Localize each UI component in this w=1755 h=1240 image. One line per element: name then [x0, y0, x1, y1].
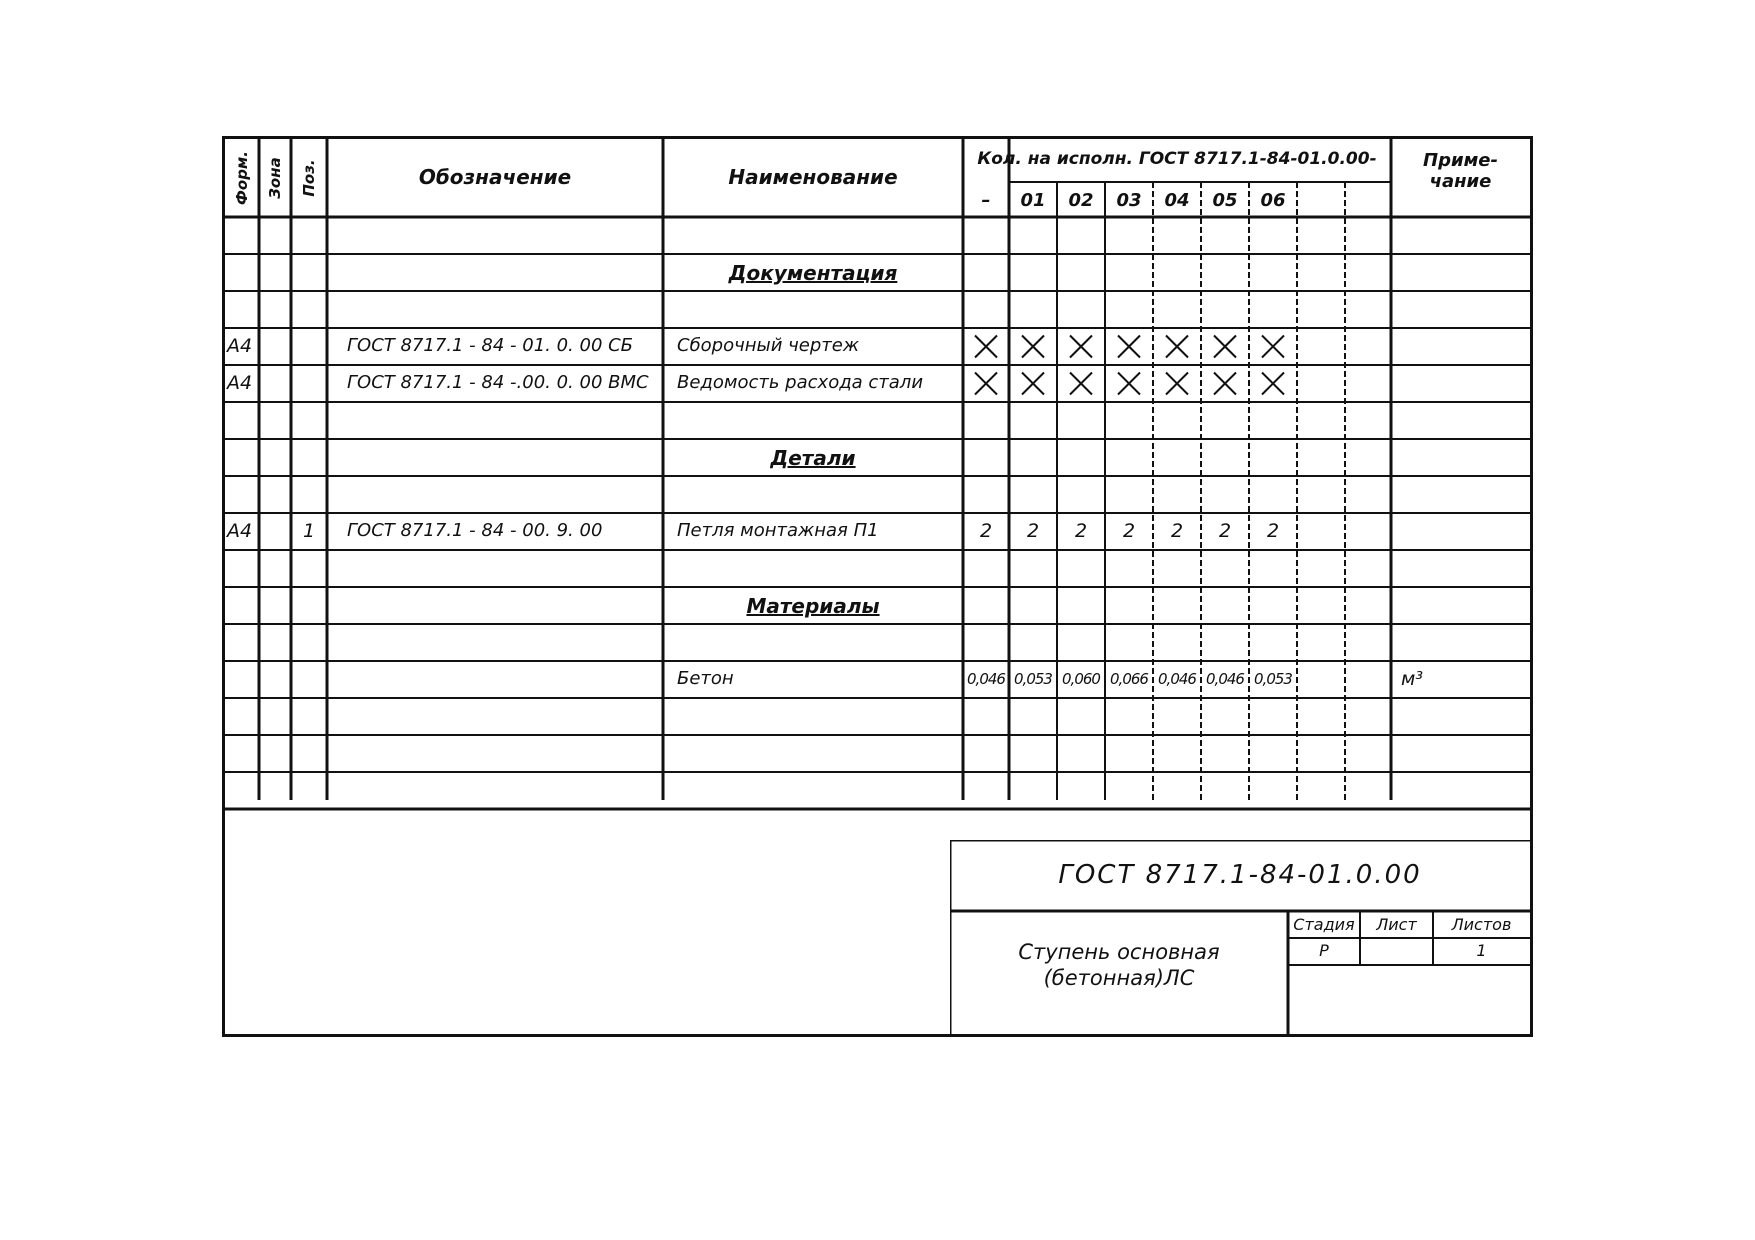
cell-format: А4: [227, 372, 253, 394]
header-note: Приме- чание: [1423, 150, 1498, 192]
cell-designation: ГОСТ 8717.1 - 84 - 01. 0. 00 СБ: [347, 335, 634, 356]
cell-qty: 2: [1218, 520, 1232, 542]
cell-qty: 0,053: [1254, 670, 1292, 688]
cell-format: А4: [227, 520, 253, 542]
header-zone: Зона: [266, 157, 284, 199]
cell-qty: 2: [1026, 520, 1040, 542]
variant-header: 02: [1068, 190, 1094, 211]
section-title: Документация: [728, 261, 898, 285]
variant-header: 05: [1212, 190, 1238, 211]
header-pos: Поз.: [300, 159, 318, 197]
cell-qty: 0,066: [1110, 670, 1148, 688]
section-title: Детали: [770, 446, 856, 470]
sheet-label: Лист: [1376, 915, 1417, 934]
variant-header: 06: [1260, 190, 1286, 211]
cell-qty: 2: [979, 520, 993, 542]
cell-qty: 0,046: [967, 670, 1005, 688]
cell-pos: 1: [302, 520, 316, 542]
cell-name: Бетон: [677, 668, 734, 689]
cell-name: Сборочный чертеж: [677, 335, 860, 356]
header-format: Форм.: [233, 151, 251, 205]
sheets-value: 1: [1476, 941, 1487, 960]
cell-qty: 2: [1170, 520, 1184, 542]
variant-header: –: [981, 190, 991, 211]
cell-name: Петля монтажная П1: [677, 520, 879, 541]
cell-qty: 2: [1266, 520, 1280, 542]
cell-designation: ГОСТ 8717.1 - 84 -.00. 0. 00 ВМС: [347, 372, 649, 393]
cell-qty: 0,060: [1062, 670, 1100, 688]
cell-qty: 0,046: [1206, 670, 1244, 688]
variant-header: 01: [1020, 190, 1046, 211]
variant-header: 03: [1116, 190, 1142, 211]
drawing-sheet: [222, 136, 1533, 1037]
variant-header: 04: [1164, 190, 1190, 211]
stage-label: Стадия: [1293, 915, 1355, 934]
header-qty: Кол. на исполн. ГОСТ 8717.1-84-01.0.00-: [977, 149, 1377, 169]
sheets-label: Листов: [1451, 915, 1512, 934]
section-title: Материалы: [746, 594, 880, 618]
stage-value: Р: [1319, 941, 1329, 960]
cell-qty: 2: [1074, 520, 1088, 542]
cell-qty: 0,053: [1014, 670, 1052, 688]
document-code: ГОСТ 8717.1-84-01.0.00: [1058, 860, 1422, 890]
header-designation: Обозначение: [418, 165, 572, 189]
document-title-line2: (бетонная)ЛС: [1043, 966, 1195, 990]
title-block: [950, 840, 1530, 1034]
cell-format: А4: [227, 335, 253, 357]
header-name: Наименование: [728, 165, 898, 189]
document-title-line1: Ступень основная: [1018, 940, 1220, 964]
cell-name: Ведомость расхода стали: [677, 372, 924, 393]
cell-note: м³: [1401, 668, 1423, 690]
cell-designation: ГОСТ 8717.1 - 84 - 00. 9. 00: [347, 520, 603, 541]
cell-qty: 2: [1122, 520, 1136, 542]
cell-qty: 0,046: [1158, 670, 1196, 688]
